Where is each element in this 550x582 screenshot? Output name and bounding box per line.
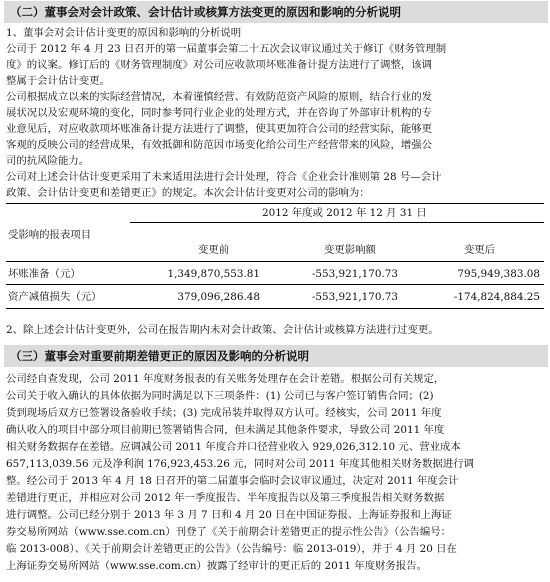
table-rule — [6, 308, 544, 309]
column-header: 变更影响额 — [324, 244, 376, 256]
paragraph-line: 确认收入的项目中部分项目前期已签署销售合同，但未满足其他条件要求，导致公司 2011 年度 — [6, 424, 445, 436]
paragraph-line: 临 2013-008）、《关于前期会计差错更正的公告》（公告编号：临 2013-019），并于 4 月 20 日在 — [6, 543, 457, 555]
table-row-label: 资产减值损失（元） — [8, 291, 102, 303]
paragraph-line: 1、董事会对会计估计变更的原因和影响的分析说明 — [6, 27, 242, 39]
table-cell: -553,921,170.73 — [311, 291, 398, 303]
table-rule — [6, 261, 544, 262]
paragraph-line: 公司于 2012 年 4 月 23 日召开的第一届董事会第二十五次会议审议通过关于修订《财务管理制 — [6, 43, 447, 55]
paragraph-line: 整属于会计估计变更。 — [6, 75, 110, 87]
table-period-header: 2012 年度或 2012 年 12 月 31 日 — [262, 207, 427, 219]
paragraph-line: 货到现场后双方已签署设备验收手续；(3) 完成吊装并取得双方认可。经核实，公司 2011 年度 — [6, 407, 442, 419]
table-rule — [6, 284, 544, 285]
table-cell: 795,949,383.08 — [457, 268, 540, 280]
table-cell: -553,921,170.73 — [311, 268, 398, 280]
paragraph-line: 政策、会计估计变更和差错更正》的规定。本次会计估计变更对公司的影响为： — [6, 187, 370, 199]
paragraph-line: 度》的议案。修订后的《财务管理制度》对公司应收款项坏账准备计提方法进行了调整，该调 — [6, 59, 433, 71]
paragraph-line: 司的抗风险能力。 — [6, 155, 90, 167]
paragraph-line: 展状况以及宏观环境的变化，同时参考同行业企业的处理方式，并在咨询了外部审计机构的专 — [6, 107, 433, 119]
table-row-header: 受影响的报表项目 — [8, 229, 92, 241]
paragraph-line: 上海证券交易所网站（www.sse.com.cn）披露了经审计的更正后的 2011 年度财务报告。 — [6, 560, 427, 572]
section-heading: （三）董事会对重要前期差错更正的原因及影响的分析说明 — [4, 345, 548, 367]
paragraph-line: 业意见后，对应收款项坏账准备计提方法进行了调整，使其更加符合公司的经营实际，能够更 — [6, 123, 433, 135]
paragraph-line: 整。经公司于 2013 年 4 月 18 日召开的第二届董事会临时会议审议通过，决定对 2011 年度会计 — [6, 475, 459, 487]
table-cell: -174,824,884.25 — [453, 291, 540, 303]
paragraph-line: 差错进行更正，并相应对公司 2012 年一季度报告、半年度报告以及第三季度报告相关财务数据 — [6, 492, 445, 504]
paragraph-line: 公司经自查发现，公司 2011 年度财务报表的有关账务处理存在会计差错。根据公司有关规定， — [6, 373, 445, 385]
table-row-label: 坏账准备（元） — [8, 268, 81, 280]
table-rule — [130, 222, 544, 223]
paragraph-line: 公司对上述会计估计变更采用了未来适用法进行会计处理，符合《企业会计准则第 28 号—会计 — [6, 171, 442, 183]
paragraph-line: 进行调整。公司已经分别于 2013 年 3 月 7 日和 4 月 20 日在中国证券报、上海证券报和上海证 — [6, 509, 452, 521]
paragraph-line: 券交易所网站（www.sse.com.cn）刊登了《关于前期会计差错更正的提示性公告》（公告编号： — [6, 526, 452, 538]
table-cell: 1,349,870,553.81 — [167, 268, 260, 280]
paragraph-line: 相关财务数据存在差错。应调减公司 2011 年度合并口径营业收入 929,026,312.10 元、营业成本 — [6, 441, 461, 453]
paragraph-line: 657,113,039.56 元及净利润 176,923,453.26 元，同时对公司 2011 年度其他相关财务数据进行调 — [6, 458, 474, 470]
paragraph-line: 客观的反映公司的经营成果，有效抵御和防范因市场变化给公司生产经营带来的风险，增强公 — [6, 139, 433, 151]
section-heading: （二）董事会对会计政策、会计估计或核算方法变更的原因和影响的分析说明 — [4, 1, 548, 23]
paragraph-line: 公司关于收入确认的具体依据为同时满足以下三项条件：(1) 公司已与客户签订销售合同；(2) — [6, 390, 434, 402]
table-cell: 379,096,286.48 — [177, 291, 260, 303]
paragraph-line: 公司根据成立以来的实际经营情况，本着谨慎经营、有效防范资产风险的原则，结合行业的发 — [6, 91, 433, 103]
column-header: 变更后 — [464, 244, 496, 256]
column-header: 变更前 — [198, 244, 230, 256]
note-line: 2、除上述会计估计变更外，公司在报告期内未对会计政策、会计估计或核算方法进行过变更。 — [6, 324, 439, 336]
table-rule — [6, 203, 544, 204]
